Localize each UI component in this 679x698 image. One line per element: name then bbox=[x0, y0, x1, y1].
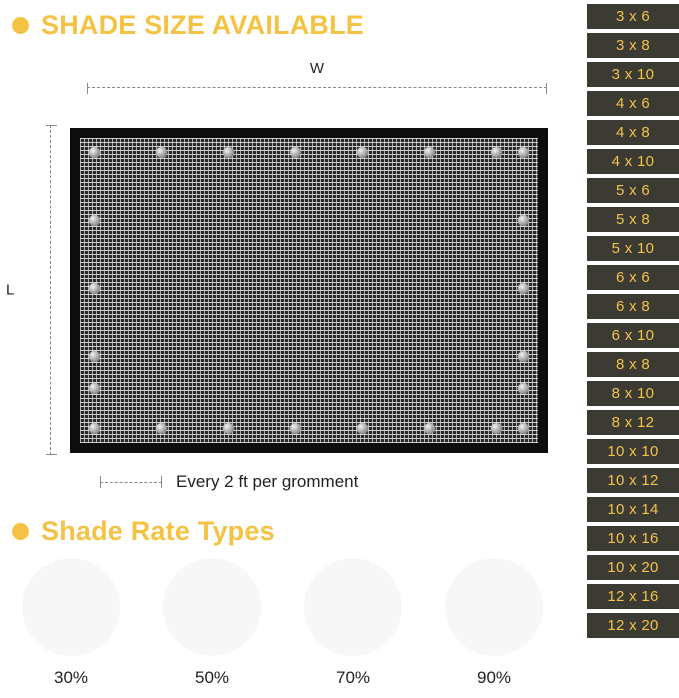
grommet-icon bbox=[491, 147, 502, 158]
shade-rate-heading bbox=[12, 518, 275, 545]
shade-rate-swatch bbox=[445, 558, 543, 688]
shade-rate-swatch-list bbox=[22, 558, 582, 688]
grommet-icon bbox=[518, 283, 529, 294]
size-option[interactable]: 5 x 6 bbox=[587, 178, 679, 203]
shade-size-heading-text: SHADE SIZE AVAILABLE bbox=[41, 10, 365, 40]
size-option[interactable]: 10 x 12 bbox=[587, 468, 679, 493]
shade-cloth-illustration bbox=[70, 128, 548, 453]
bullet-dot-icon bbox=[12, 17, 29, 34]
width-label: W bbox=[309, 60, 325, 77]
size-option[interactable]: 6 x 10 bbox=[587, 323, 679, 348]
size-option[interactable]: 5 x 8 bbox=[587, 207, 679, 232]
grommet-spacing-note bbox=[100, 472, 358, 492]
mesh-texture-30 bbox=[22, 558, 120, 656]
grommet-icon bbox=[223, 423, 234, 434]
size-option[interactable]: 12 x 20 bbox=[587, 613, 679, 638]
shade-rate-heading-text: Shade Rate Types bbox=[41, 516, 275, 546]
width-dimension-line-icon bbox=[87, 87, 547, 88]
grommet-icon bbox=[518, 147, 529, 158]
size-option[interactable]: 12 x 16 bbox=[587, 584, 679, 609]
grommet-icon bbox=[89, 215, 100, 226]
size-option[interactable]: 10 x 16 bbox=[587, 526, 679, 551]
shade-rate-swatch-circle bbox=[304, 558, 402, 656]
size-option[interactable]: 5 x 10 bbox=[587, 236, 679, 261]
grommet-icon bbox=[518, 215, 529, 226]
grommet-icon bbox=[424, 423, 435, 434]
length-dimension bbox=[6, 125, 50, 455]
size-option[interactable]: 10 x 10 bbox=[587, 439, 679, 464]
size-option[interactable]: 8 x 10 bbox=[587, 381, 679, 406]
grommet-icon bbox=[290, 147, 301, 158]
shade-size-heading bbox=[12, 12, 364, 39]
mesh-texture-90 bbox=[445, 558, 543, 656]
size-option[interactable]: 4 x 8 bbox=[587, 120, 679, 145]
grommet-icon bbox=[89, 423, 100, 434]
shade-rate-swatch-label: 50% bbox=[194, 668, 230, 687]
grommet-icon bbox=[89, 383, 100, 394]
size-option[interactable]: 4 x 10 bbox=[587, 149, 679, 174]
size-option[interactable]: 8 x 12 bbox=[587, 410, 679, 435]
grommet-icon bbox=[491, 423, 502, 434]
shade-rate-swatch-label: 70% bbox=[335, 668, 371, 687]
bullet-dot-icon bbox=[12, 523, 29, 540]
grommet-icon bbox=[424, 147, 435, 158]
shade-rate-swatch-label: 30% bbox=[53, 668, 89, 687]
mesh-texture-70 bbox=[304, 558, 402, 656]
size-option[interactable]: 10 x 20 bbox=[587, 555, 679, 580]
shade-rate-swatch bbox=[304, 558, 402, 688]
spacing-measure-icon bbox=[100, 476, 162, 488]
grommet-icon bbox=[156, 147, 167, 158]
grommet-icon bbox=[290, 423, 301, 434]
width-dimension bbox=[87, 60, 547, 94]
shade-rate-swatch-label: 90% bbox=[476, 668, 512, 687]
shade-rate-swatch-circle bbox=[22, 558, 120, 656]
size-option[interactable]: 6 x 8 bbox=[587, 294, 679, 319]
grommet-icon bbox=[518, 351, 529, 362]
shade-rate-swatch-circle bbox=[163, 558, 261, 656]
size-option[interactable]: 4 x 6 bbox=[587, 91, 679, 116]
grommet-icon bbox=[518, 423, 529, 434]
grommet-icon bbox=[357, 147, 368, 158]
size-option-list bbox=[587, 0, 679, 638]
grommet-icon bbox=[223, 147, 234, 158]
grommet-note-text: Every 2 ft per gromment bbox=[176, 472, 359, 491]
size-option[interactable]: 3 x 10 bbox=[587, 62, 679, 87]
size-option[interactable]: 10 x 14 bbox=[587, 497, 679, 522]
size-option[interactable]: 3 x 8 bbox=[587, 33, 679, 58]
shade-rate-swatch bbox=[163, 558, 261, 688]
mesh-texture bbox=[80, 138, 538, 443]
grommet-icon bbox=[357, 423, 368, 434]
size-option[interactable]: 6 x 6 bbox=[587, 265, 679, 290]
mesh-texture-50 bbox=[163, 558, 261, 656]
grommet-icon bbox=[89, 351, 100, 362]
size-option[interactable]: 8 x 8 bbox=[587, 352, 679, 377]
size-option[interactable]: 3 x 6 bbox=[587, 4, 679, 29]
grommet-icon bbox=[156, 423, 167, 434]
length-dimension-line-icon bbox=[50, 125, 51, 455]
shade-rate-swatch-circle bbox=[445, 558, 543, 656]
shade-rate-swatch bbox=[22, 558, 120, 688]
grommet-icon bbox=[89, 283, 100, 294]
grommet-icon bbox=[89, 147, 100, 158]
grommet-icon bbox=[518, 383, 529, 394]
length-label: L bbox=[6, 281, 15, 299]
